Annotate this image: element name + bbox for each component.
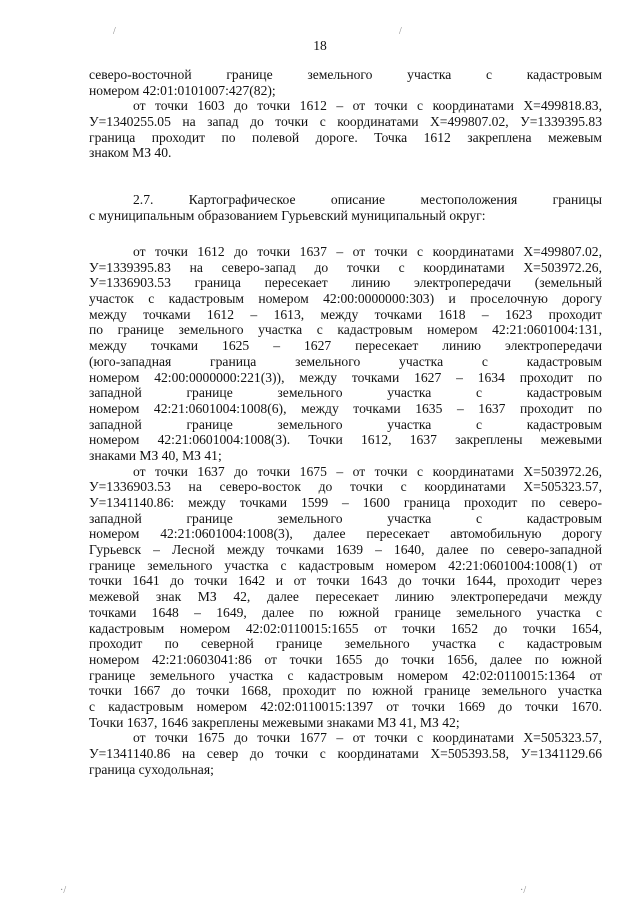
scan-mark-top-right: / xyxy=(399,26,402,37)
text-line: У=1341140.86 на север до точки с координатами Х=505393.58, У=1341129.66 xyxy=(89,746,602,761)
text-line: западной границе земельного участка с кадастровым xyxy=(89,510,602,526)
text-line: западной границе земельного участка с кадастровым xyxy=(89,416,602,432)
text-line: кадастровым номером 42:02:0110015:1655 от точки 1652 до точки 1654, xyxy=(89,620,602,636)
text-line: (юго-западная граница земельного участка с кадастровым xyxy=(89,353,602,369)
text-line: от точки 1675 до точки 1677 – от точки с координатами Х=505323.57, xyxy=(133,730,602,746)
paragraph-group-2 xyxy=(89,244,602,777)
text-line: знаком МЗ 40. xyxy=(89,145,172,161)
text-line: с муниципальным образованием Гурьевский муниципальный округ: xyxy=(89,207,486,223)
scan-mark-bottom-right: ·/ xyxy=(520,885,527,896)
text-line: граница суходольная; xyxy=(89,761,214,777)
text-line: У=1341140.86: между точками 1599 – 1600 граница проходит по северо- xyxy=(89,495,602,510)
text-line: межевой знак МЗ 42, далее пересекает линию электропередачи между xyxy=(89,589,602,605)
text-line: точки 1667 до точки 1668, проходит по южной границе земельного участка xyxy=(89,683,602,699)
text-line: номером 42:00:0000000:221(3)), между точками 1627 – 1634 проходит по xyxy=(89,369,602,385)
text-line: границе земельного участка с кадастровым номером 42:21:0601004:1008(1) от xyxy=(89,557,602,573)
text-line: между точками 1612 – 1613, между точками 1618 – 1623 проходит xyxy=(89,306,602,322)
text-line: номером 42:21:0603041:86 от точки 1655 до точки 1656, далее по южной xyxy=(89,651,602,667)
text-line: 2.7. Картографическое описание местоположения границы xyxy=(133,192,602,207)
text-line: границе земельного участка с кадастровым номером 42:02:0110015:1364 от xyxy=(89,667,602,683)
text-line: Точки 1637, 1646 закреплены межевыми знаками МЗ 41, МЗ 42; xyxy=(89,714,460,730)
scan-mark-bottom-left: ·/ xyxy=(60,885,67,896)
text-line: точки 1641 до точки 1642 и от точки 1643 до точки 1644, проходит через xyxy=(89,573,602,589)
text-line: граница проходит по полевой дороге. Точка 1612 закреплена межевым xyxy=(89,129,602,145)
page-number: 18 xyxy=(313,38,327,53)
text-line: от точки 1603 до точки 1612 – от точки с координатами Х=499818.83, xyxy=(133,98,602,114)
text-line: У=1336903.53 граница пересекает линию электропередачи (земельный xyxy=(89,275,602,291)
text-line: по границе земельного участка с кадастровым номером 42:21:0601004:131, xyxy=(89,322,602,338)
text-line: участок с кадастровым номером 42:00:0000000:303) и проселочную дорогу xyxy=(89,291,602,307)
text-line: северо-восточной границе земельного участка с кадастровым xyxy=(89,67,602,82)
text-line: У=1336903.53 на северо-восток до точки с координатами Х=505323.57, xyxy=(89,479,602,495)
text-line: западной границе земельного участка с кадастровым xyxy=(89,385,602,401)
text-line: проходит по северной границе земельного участка с кадастровым xyxy=(89,636,602,652)
text-line: между точками 1625 – 1627 пересекает линию электропередачи xyxy=(89,338,602,354)
text-line: номером 42:21:0601004:1008(6), между точками 1635 – 1637 проходит по xyxy=(89,400,602,416)
text-line: У=1340255.05 на запад до точки с координатами Х=499807.02, У=1339395.83 xyxy=(89,114,602,130)
text-line: номером 42:21:0601004:1008(3). Точки 1612, 1637 закреплены межевыми xyxy=(89,432,602,448)
text-line: Гурьевск – Лесной между точками 1639 – 1640, далее по северо-западной xyxy=(89,542,602,558)
scan-mark-top-left: / xyxy=(113,26,116,37)
section-heading-2-7 xyxy=(89,192,602,223)
text-line: номером 42:01:0101007:427(82); xyxy=(89,82,276,98)
text-line: знаками МЗ 40, МЗ 41; xyxy=(89,447,222,463)
text-line: У=1339395.83 на северо-запад до точки с координатами Х=503972.26, xyxy=(89,259,602,275)
text-line: точками 1648 – 1649, далее по южной границе земельного участка с xyxy=(89,604,602,620)
text-line: с кадастровым номером 42:02:0110015:1397 от точки 1669 до точки 1670. xyxy=(89,698,602,714)
text-line: номером 42:21:0601004:1008(3), далее пересекает автомобильную дорогу xyxy=(89,526,602,542)
text-line: от точки 1612 до точки 1637 – от точки с координатами Х=499807.02, xyxy=(133,244,602,259)
paragraph-group-1 xyxy=(89,67,602,161)
text-line: от точки 1637 до точки 1675 – от точки с координатами Х=503972.26, xyxy=(133,463,602,479)
